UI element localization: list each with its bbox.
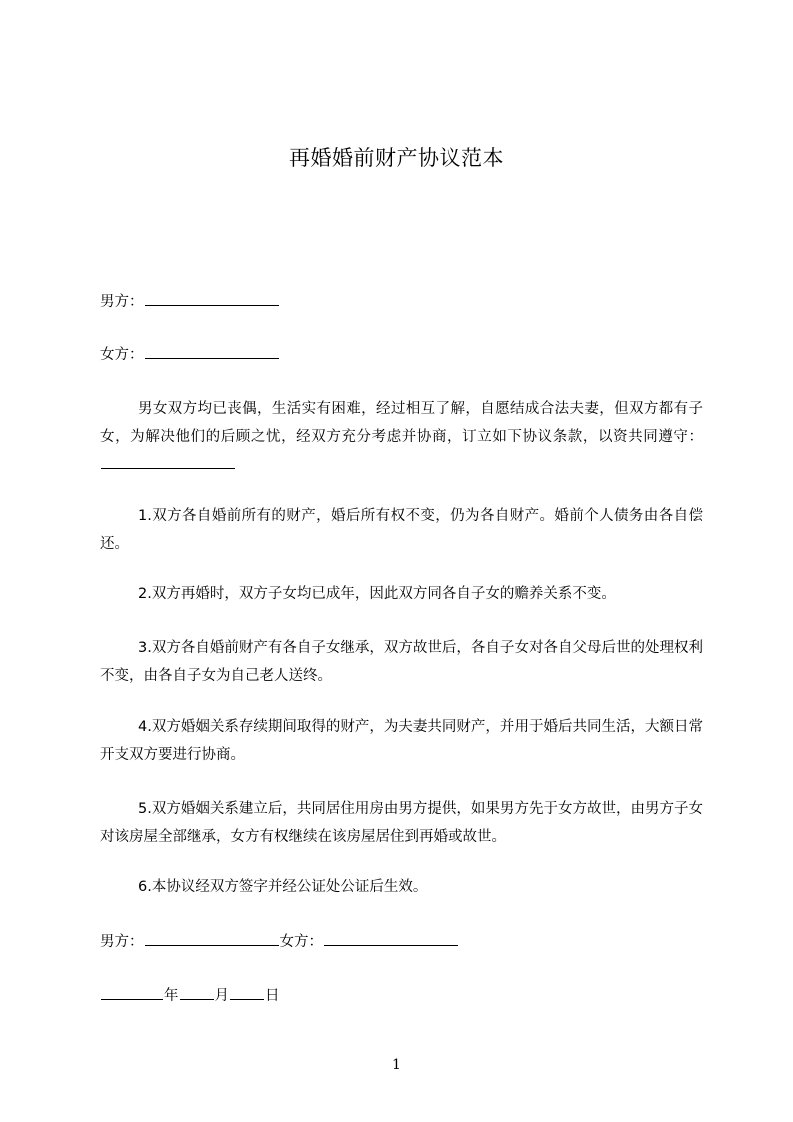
intro-blank <box>101 454 235 469</box>
clause-5: 5.双方婚姻关系建立后，共同居住用房由男方提供，如果男方先于女方故世，由男方子女对该房屋全部继承，女方有权继续在该房屋居住到再婚或故世。 <box>100 801 703 845</box>
husband-label: 男方： <box>100 294 144 310</box>
intro-text: 男女双方均已丧偶，生活实有困难，经过相互了解，自愿结成合法夫妻，但双方都有子女，为解决他们的后顾之忧，经双方充分考虑并协商，订立如下协议条款，以资共同遵守： <box>100 401 703 445</box>
day-blank <box>230 985 264 1000</box>
intro-paragraph <box>100 395 703 479</box>
husband-line <box>100 291 700 312</box>
husband-blank <box>145 291 279 306</box>
signature-line <box>100 931 700 952</box>
signature-husband-label: 男方： <box>100 934 144 950</box>
document-title: 再婚婚前财产协议范本 <box>289 146 504 170</box>
signature-wife-blank <box>324 931 458 946</box>
clause-1: 1.双方各自婚前所有的财产，婚后所有权不变，仍为各自财产。婚前个人债务由各自偿还。 <box>100 508 703 552</box>
month-label: 月 <box>214 988 229 1004</box>
wife-label: 女方： <box>100 347 144 363</box>
day-label: 日 <box>265 988 280 1004</box>
date-line <box>100 985 700 1006</box>
year-blank <box>101 985 163 1000</box>
clause-3: 3.双方各自婚前财产有各自子女继承，双方故世后，各自子女对各自父母后世的处理权利不变，由各自子女为自己老人送终。 <box>100 640 703 684</box>
clause-2: 2.双方再婚时，双方子女均已成年，因此双方同各自子女的赡养关系不变。 <box>138 586 616 602</box>
clause-4: 4.双方婚姻关系存续期间取得的财产，为夫妻共同财产，并用于婚后共同生活，大额日常开支双方要进行协商。 <box>100 719 703 763</box>
year-label: 年 <box>164 988 179 1004</box>
signature-wife-label: 女方： <box>279 934 323 950</box>
wife-line <box>100 344 700 365</box>
page-number: 1 <box>392 1057 401 1073</box>
clause-6: 6.本协议经双方签字并经公证处公证后生效。 <box>138 879 428 895</box>
signature-husband-blank <box>145 931 279 946</box>
month-blank <box>180 985 214 1000</box>
wife-blank <box>145 344 279 359</box>
